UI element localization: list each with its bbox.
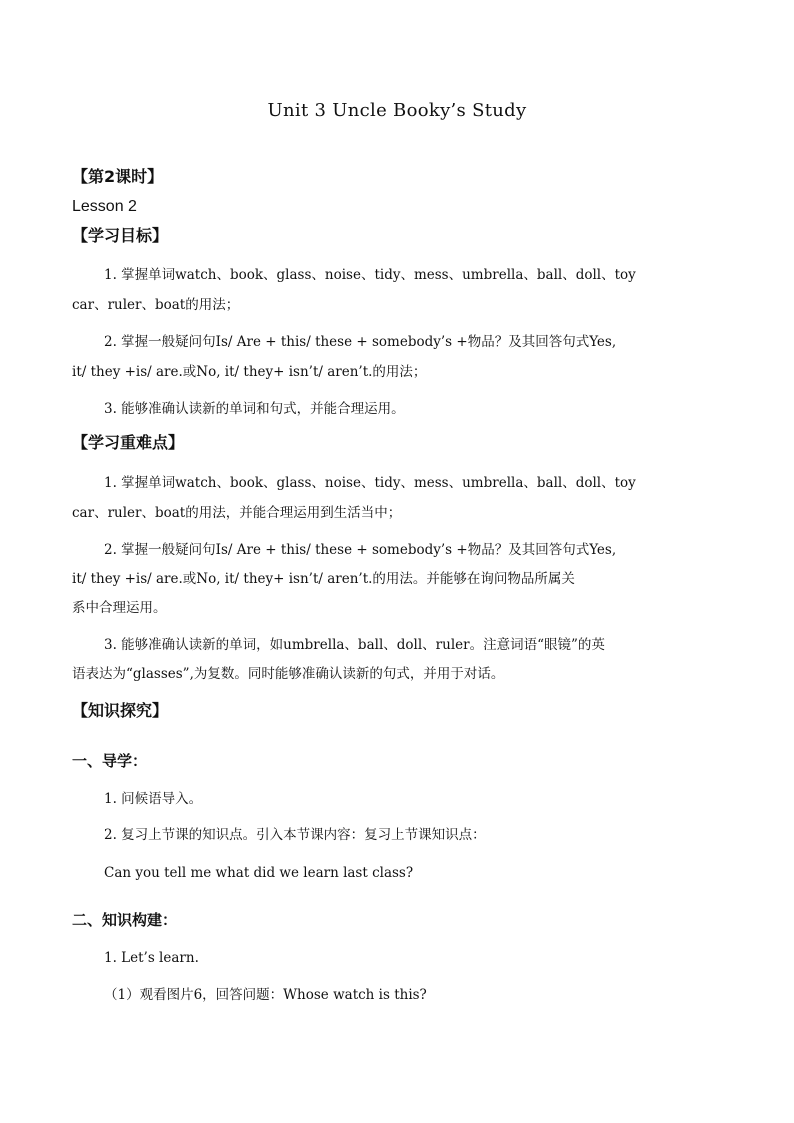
objective-1-line1: 1. 掌握单词watch、book、glass、noise、tidy、mess、umbrella、ball、doll、toy: [104, 267, 636, 283]
lesson-label: Lesson 2: [72, 198, 137, 215]
key-point-1-line1: 1. 掌握单词watch、book、glass、noise、tidy、mess、umbrella、ball、doll、toy: [104, 475, 636, 491]
guide-heading: 一、导学：: [72, 752, 148, 770]
objective-1-line2: car、ruler、boat的用法；: [72, 297, 240, 313]
period-heading: 【第2课时】: [72, 167, 164, 186]
build-heading: 二、知识构建：: [72, 911, 178, 929]
key-point-3-line1: 3. 能够准确认读新的单词，如umbrella、ball、doll、ruler。注意词语“眼镜”的英: [104, 637, 605, 653]
key-points-heading: 【学习重难点】: [72, 433, 185, 452]
key-point-3-line2: 语表达为“glasses”,为复数。同时能够准确认读新的句式，并用于对话。: [72, 666, 505, 682]
objectives-heading: 【学习目标】: [72, 226, 169, 245]
explore-heading: 【知识探究】: [72, 701, 169, 720]
key-point-1-line2: car、ruler、boat的用法，并能合理运用到生活当中；: [72, 505, 402, 521]
key-point-2-line3: 系中合理运用。: [72, 600, 167, 616]
guide-item-3: Can you tell me what did we learn last class?: [104, 865, 414, 881]
key-point-2-line1: 2. 掌握一般疑问句Is/ Are + this/ these + somebody’s +物品？及其回答句式Yes,: [104, 542, 617, 558]
document-title: Unit 3 Uncle Booky’s Study: [267, 100, 527, 121]
objective-3-line1: 3. 能够准确认读新的单词和句式，并能合理运用。: [104, 401, 405, 417]
build-item-2: （1）观看图片6，回答问题：Whose watch is this?: [104, 987, 427, 1003]
key-point-2-line2: it/ they +is/ are.或No, it/ they+ isn’t/ aren’t.的用法。并能够在询问物品所属关: [72, 571, 575, 587]
build-item-1: 1. Let’s learn.: [104, 950, 199, 966]
guide-item-1: 1. 问候语导入。: [104, 791, 203, 807]
objective-2-line2: it/ they +is/ are.或No, it/ they+ isn’t/ aren’t.的用法；: [72, 364, 427, 380]
guide-item-2: 2. 复习上节课的知识点。引入本节课内容：复习上节课知识点：: [104, 827, 486, 843]
objective-2-line1: 2. 掌握一般疑问句Is/ Are + this/ these + somebody’s +物品？及其回答句式Yes,: [104, 334, 617, 350]
